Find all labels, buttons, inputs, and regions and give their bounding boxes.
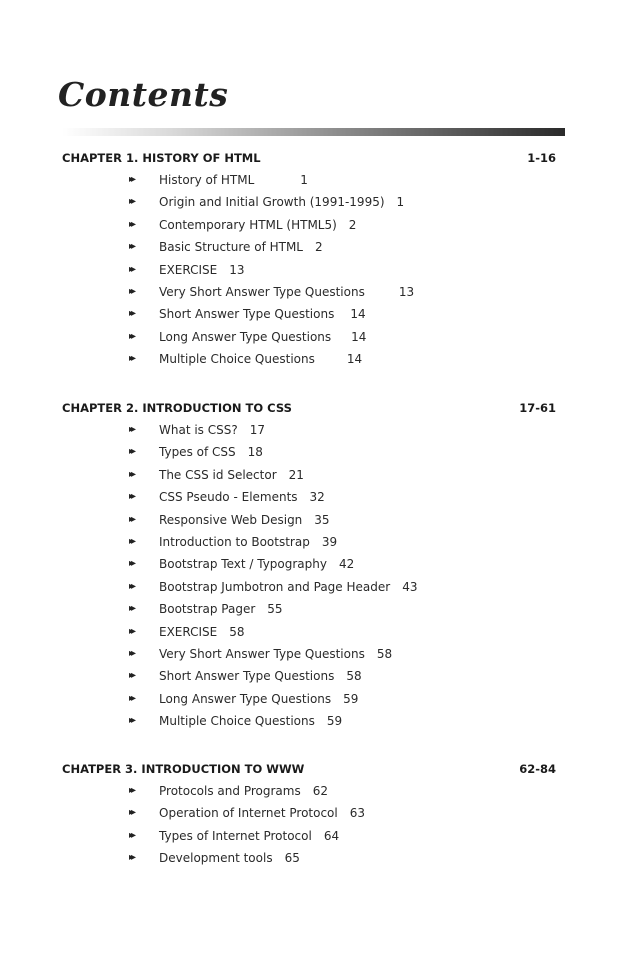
- item-page-number: 58: [229, 624, 245, 639]
- item-title: Long Answer Type Questions: [159, 329, 332, 344]
- toc-item: [62, 326, 562, 348]
- item-title: Introduction to Bootstrap: [159, 534, 310, 549]
- double-arrow-bullet-icon: ▸▸: [129, 625, 134, 637]
- item-title: Bootstrap Pager: [159, 602, 256, 617]
- item-page-number: 65: [284, 851, 300, 866]
- item-title: Multiple Choice Questions: [159, 352, 315, 367]
- item-title: Origin and Initial Growth (1991-1995): [159, 195, 385, 210]
- item-page-number: 2: [315, 240, 323, 255]
- chapter-2-list: [62, 419, 562, 732]
- toc-item: [62, 531, 562, 553]
- item-page-number: 13: [229, 262, 245, 277]
- toc-item: [62, 464, 562, 486]
- double-arrow-bullet-icon: ▸▸: [129, 491, 134, 503]
- double-arrow-bullet-icon: ▸▸: [129, 218, 134, 230]
- toc-item: [62, 259, 562, 281]
- item-title: Contemporary HTML (HTML5): [159, 217, 337, 232]
- toc-item: [62, 191, 562, 213]
- item-page-number: 17: [249, 423, 266, 437]
- chapter-title: CHAPTER 1. HISTORY OF HTML: [62, 151, 261, 165]
- item-page-number: 55: [267, 602, 283, 617]
- toc-item: [62, 419, 562, 441]
- double-arrow-bullet-icon: ▸▸: [129, 807, 134, 819]
- item-title: Protocols and Programs: [159, 784, 301, 798]
- item-title: Types of Internet Protocol: [159, 828, 312, 843]
- item-title: Basic Structure of HTML: [159, 240, 303, 255]
- item-page-number: 35: [314, 512, 330, 527]
- toc-item: [62, 576, 562, 598]
- item-page-number: 21: [288, 467, 304, 482]
- item-title: Very Short Answer Type Questions: [159, 646, 365, 661]
- double-arrow-bullet-icon: ▸▸: [129, 580, 134, 592]
- double-arrow-bullet-icon: ▸▸: [129, 353, 134, 365]
- item-page-number: 43: [402, 579, 418, 594]
- item-title: Responsive Web Design: [159, 512, 303, 527]
- double-arrow-bullet-icon: ▸▸: [129, 285, 134, 297]
- chapter-1: [62, 147, 562, 371]
- toc-item: [62, 825, 562, 847]
- item-page-number: 14: [346, 352, 363, 367]
- chapter-3: [62, 758, 562, 870]
- toc-item: [62, 688, 562, 710]
- double-arrow-bullet-icon: ▸▸: [129, 692, 134, 704]
- toc-item: [62, 847, 562, 869]
- item-page-number: 39: [321, 534, 338, 549]
- double-arrow-bullet-icon: ▸▸: [129, 785, 134, 796]
- item-page-number: 1: [396, 195, 405, 210]
- double-arrow-bullet-icon: ▸▸: [129, 829, 134, 841]
- double-arrow-bullet-icon: ▸▸: [129, 535, 134, 547]
- toc-item: [62, 348, 562, 370]
- chapter-title: CHATPER 3. INTRODUCTION TO WWW: [62, 762, 305, 776]
- chapter-3-list: [62, 780, 562, 870]
- chapter-heading: [62, 397, 562, 419]
- item-title: EXERCISE: [159, 624, 218, 639]
- toc-item: [62, 780, 562, 802]
- item-page-number: 62: [312, 784, 328, 798]
- double-arrow-bullet-icon: ▸▸: [129, 330, 134, 342]
- double-arrow-bullet-icon: ▸▸: [129, 196, 134, 208]
- item-title: Long Answer Type Questions: [159, 691, 332, 706]
- item-title: CSS Pseudo - Elements: [159, 490, 298, 505]
- toc-item: [62, 710, 562, 732]
- item-page-number: 58: [376, 646, 393, 661]
- double-arrow-bullet-icon: ▸▸: [129, 308, 134, 320]
- double-arrow-bullet-icon: ▸▸: [129, 647, 134, 659]
- chapter-1-list: [62, 169, 562, 371]
- toc-item: [62, 303, 562, 325]
- item-page-number: 63: [349, 806, 366, 821]
- toc-item: [62, 553, 562, 575]
- item-page-number: 2: [348, 217, 357, 232]
- item-page-number: 58: [346, 669, 362, 684]
- title-gradient-divider: [62, 128, 565, 136]
- toc-item: [62, 643, 562, 665]
- chapter-title: CHAPTER 2. INTRODUCTION TO CSS: [62, 401, 292, 415]
- double-arrow-bullet-icon: ▸▸: [129, 446, 134, 458]
- page-title: Contents: [58, 75, 229, 114]
- double-arrow-bullet-icon: ▸▸: [129, 558, 134, 570]
- chapter-page-range: 62-84: [519, 762, 556, 776]
- item-title: What is CSS?: [159, 423, 238, 437]
- double-arrow-bullet-icon: ▸▸: [129, 468, 134, 480]
- item-title: Bootstrap Text / Typography: [159, 557, 327, 572]
- double-arrow-bullet-icon: ▸▸: [129, 513, 134, 525]
- double-arrow-bullet-icon: ▸▸: [129, 852, 134, 864]
- item-title: Short Answer Type Questions: [159, 307, 335, 322]
- double-arrow-bullet-icon: ▸▸: [129, 263, 134, 275]
- item-title: History of HTML: [159, 173, 255, 187]
- chapter-2: [62, 397, 562, 732]
- chapter-heading: [62, 147, 562, 169]
- toc-item: [62, 281, 562, 303]
- item-title: Bootstrap Jumbotron and Page Header: [159, 579, 391, 594]
- toc-item: [62, 236, 562, 258]
- item-title: Multiple Choice Questions: [159, 714, 315, 729]
- item-title: Very Short Answer Type Questions: [159, 284, 365, 299]
- toc-item: [62, 598, 562, 620]
- item-title: Operation of Internet Protocol: [159, 806, 338, 821]
- toc-item: [62, 621, 562, 643]
- toc-item: [62, 802, 562, 824]
- toc-item: [62, 169, 562, 191]
- item-page-number: 32: [309, 490, 325, 505]
- item-title: The CSS id Selector: [159, 467, 277, 482]
- double-arrow-bullet-icon: ▸▸: [129, 715, 134, 727]
- double-arrow-bullet-icon: ▸▸: [129, 424, 134, 435]
- chapter-page-range: 1-16: [527, 151, 556, 165]
- item-title: EXERCISE: [159, 262, 218, 277]
- item-page-number: 18: [247, 445, 263, 460]
- item-page-number: 59: [343, 691, 359, 706]
- item-page-number: 14: [350, 307, 366, 322]
- toc-item: [62, 486, 562, 508]
- double-arrow-bullet-icon: ▸▸: [129, 603, 134, 615]
- double-arrow-bullet-icon: ▸▸: [129, 241, 134, 253]
- double-arrow-bullet-icon: ▸▸: [129, 670, 134, 682]
- item-page-number: 64: [323, 828, 340, 843]
- chapter-page-range: 17-61: [519, 401, 556, 415]
- toc-item: [62, 665, 562, 687]
- double-arrow-bullet-icon: ▸▸: [129, 174, 134, 185]
- item-title: Development tools: [159, 851, 273, 866]
- item-page-number: 42: [339, 557, 355, 572]
- item-page-number: 14: [351, 329, 367, 344]
- toc-item: [62, 509, 562, 531]
- chapter-heading: [62, 758, 562, 780]
- item-title: Short Answer Type Questions: [159, 669, 335, 684]
- item-page-number: 59: [326, 714, 343, 729]
- item-page-number: 1: [300, 173, 308, 187]
- toc-item: [62, 214, 562, 236]
- toc-item: [62, 441, 562, 463]
- item-page-number: 13: [398, 284, 415, 299]
- item-title: Types of CSS: [159, 445, 236, 460]
